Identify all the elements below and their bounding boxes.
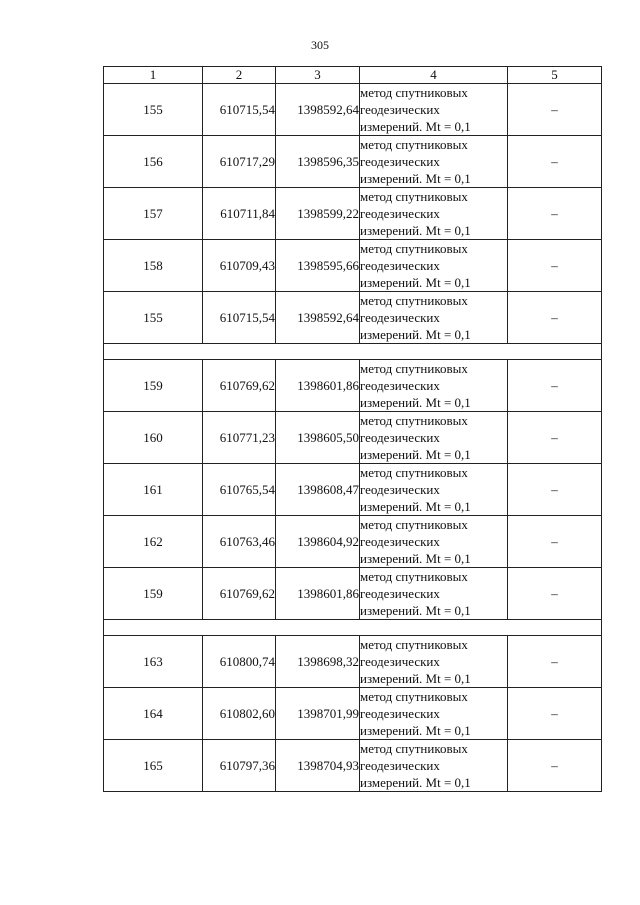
y-coordinate-cell: 1398605,50: [276, 412, 360, 464]
point-number-cell: 160: [104, 412, 203, 464]
method-line: измерений. Mt = 0,1: [360, 603, 471, 618]
x-coordinate-cell: 610763,46: [203, 516, 276, 568]
x-coordinate-cell: 610709,43: [203, 240, 276, 292]
note-cell: –: [508, 84, 602, 136]
method-line: метод спутниковых: [360, 85, 468, 100]
point-number-cell: 161: [104, 464, 203, 516]
y-coordinate-cell: 1398595,66: [276, 240, 360, 292]
method-line: метод спутниковых: [360, 465, 468, 480]
table-row: [104, 516, 602, 568]
method-cell: [360, 292, 508, 344]
method-cell: [360, 568, 508, 620]
point-number-cell: 159: [104, 360, 203, 412]
point-number-cell: 164: [104, 688, 203, 740]
method-line: метод спутниковых: [360, 293, 468, 308]
method-line: метод спутниковых: [360, 517, 468, 532]
method-line: геодезических: [360, 258, 440, 273]
method-line: метод спутниковых: [360, 137, 468, 152]
point-number-cell: 163: [104, 636, 203, 688]
header-col-1: 1: [104, 67, 203, 84]
method-line: геодезических: [360, 206, 440, 221]
header-col-5: 5: [508, 67, 602, 84]
method-line: метод спутниковых: [360, 569, 468, 584]
header-col-3: 3: [276, 67, 360, 84]
table-row: [104, 240, 602, 292]
note-cell: –: [508, 360, 602, 412]
y-coordinate-cell: 1398608,47: [276, 464, 360, 516]
y-coordinate-cell: 1398698,32: [276, 636, 360, 688]
method-line: метод спутниковых: [360, 689, 468, 704]
point-number-cell: 165: [104, 740, 203, 792]
point-number-cell: 159: [104, 568, 203, 620]
y-coordinate-cell: 1398601,86: [276, 568, 360, 620]
method-line: геодезических: [360, 378, 440, 393]
table-row: [104, 688, 602, 740]
table-row: [104, 568, 602, 620]
y-coordinate-cell: 1398596,35: [276, 136, 360, 188]
group-separator-cell: [104, 620, 602, 636]
method-cell: [360, 688, 508, 740]
method-cell: [360, 740, 508, 792]
method-line: геодезических: [360, 310, 440, 325]
method-line: метод спутниковых: [360, 637, 468, 652]
note-cell: –: [508, 292, 602, 344]
point-number-cell: 158: [104, 240, 203, 292]
method-line: геодезических: [360, 534, 440, 549]
table-row: [104, 188, 602, 240]
method-cell: [360, 360, 508, 412]
point-number-cell: 155: [104, 84, 203, 136]
table-row: [104, 360, 602, 412]
method-cell: [360, 636, 508, 688]
method-line: измерений. Mt = 0,1: [360, 275, 471, 290]
method-cell: [360, 84, 508, 136]
method-line: геодезических: [360, 430, 440, 445]
method-line: измерений. Mt = 0,1: [360, 447, 471, 462]
x-coordinate-cell: 610769,62: [203, 568, 276, 620]
x-coordinate-cell: 610715,54: [203, 292, 276, 344]
note-cell: –: [508, 188, 602, 240]
note-cell: –: [508, 240, 602, 292]
header-col-4: 4: [360, 67, 508, 84]
method-line: измерений. Mt = 0,1: [360, 671, 471, 686]
point-number-cell: 162: [104, 516, 203, 568]
y-coordinate-cell: 1398704,93: [276, 740, 360, 792]
table-body: [104, 84, 602, 792]
table-row: [104, 636, 602, 688]
method-line: метод спутниковых: [360, 413, 468, 428]
method-line: измерений. Mt = 0,1: [360, 327, 471, 342]
note-cell: –: [508, 636, 602, 688]
method-line: геодезических: [360, 102, 440, 117]
x-coordinate-cell: 610797,36: [203, 740, 276, 792]
y-coordinate-cell: 1398701,99: [276, 688, 360, 740]
header-row: [104, 67, 602, 84]
method-cell: [360, 516, 508, 568]
x-coordinate-cell: 610769,62: [203, 360, 276, 412]
method-line: измерений. Mt = 0,1: [360, 551, 471, 566]
method-line: измерений. Mt = 0,1: [360, 775, 471, 790]
method-line: измерений. Mt = 0,1: [360, 395, 471, 410]
table-row: [104, 136, 602, 188]
y-coordinate-cell: 1398601,86: [276, 360, 360, 412]
method-cell: [360, 136, 508, 188]
x-coordinate-cell: 610717,29: [203, 136, 276, 188]
note-cell: –: [508, 516, 602, 568]
method-line: метод спутниковых: [360, 241, 468, 256]
note-cell: –: [508, 688, 602, 740]
x-coordinate-cell: 610800,74: [203, 636, 276, 688]
method-line: измерений. Mt = 0,1: [360, 723, 471, 738]
note-cell: –: [508, 568, 602, 620]
method-line: геодезических: [360, 586, 440, 601]
method-cell: [360, 412, 508, 464]
y-coordinate-cell: 1398592,64: [276, 292, 360, 344]
group-separator-row: [104, 344, 602, 360]
method-line: геодезических: [360, 654, 440, 669]
table-row: [104, 292, 602, 344]
method-line: геодезических: [360, 706, 440, 721]
note-cell: –: [508, 740, 602, 792]
y-coordinate-cell: 1398604,92: [276, 516, 360, 568]
method-line: геодезических: [360, 758, 440, 773]
table-row: [104, 84, 602, 136]
method-line: метод спутниковых: [360, 741, 468, 756]
x-coordinate-cell: 610715,54: [203, 84, 276, 136]
group-separator-row: [104, 620, 602, 636]
note-cell: –: [508, 464, 602, 516]
y-coordinate-cell: 1398599,22: [276, 188, 360, 240]
note-cell: –: [508, 136, 602, 188]
method-line: метод спутниковых: [360, 189, 468, 204]
note-cell: –: [508, 412, 602, 464]
method-line: измерений. Mt = 0,1: [360, 499, 471, 514]
method-line: геодезических: [360, 154, 440, 169]
x-coordinate-cell: 610711,84: [203, 188, 276, 240]
table-row: [104, 740, 602, 792]
method-cell: [360, 240, 508, 292]
table-row: [104, 464, 602, 516]
method-line: метод спутниковых: [360, 361, 468, 376]
method-line: измерений. Mt = 0,1: [360, 171, 471, 186]
point-number-cell: 157: [104, 188, 203, 240]
group-separator-cell: [104, 344, 602, 360]
y-coordinate-cell: 1398592,64: [276, 84, 360, 136]
point-number-cell: 155: [104, 292, 203, 344]
point-number-cell: 156: [104, 136, 203, 188]
method-line: геодезических: [360, 482, 440, 497]
coordinates-table: [103, 66, 602, 792]
method-cell: [360, 464, 508, 516]
table-row: [104, 412, 602, 464]
method-cell: [360, 188, 508, 240]
method-line: измерений. Mt = 0,1: [360, 223, 471, 238]
header-col-2: 2: [203, 67, 276, 84]
x-coordinate-cell: 610802,60: [203, 688, 276, 740]
page-number: 305: [311, 38, 329, 52]
x-coordinate-cell: 610771,23: [203, 412, 276, 464]
method-line: измерений. Mt = 0,1: [360, 119, 471, 134]
x-coordinate-cell: 610765,54: [203, 464, 276, 516]
